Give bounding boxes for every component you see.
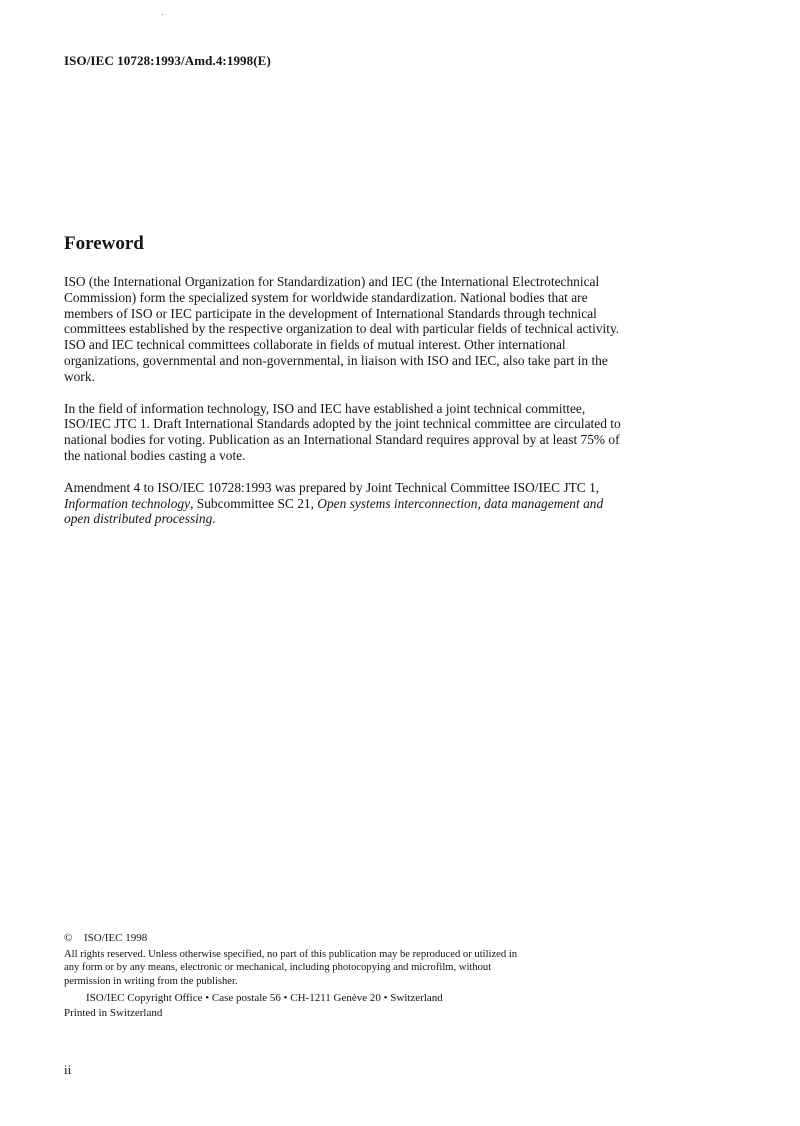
- foreword-paragraph-3: [64, 480, 624, 527]
- foreword-body: [64, 274, 624, 543]
- foreword-heading: Foreword: [64, 233, 144, 254]
- paragraph-3-text-1: Amendment 4 to ISO/IEC 10728:1993 was prepared by Joint Technical Committee ISO/IEC JTC 1,: [64, 479, 600, 495]
- foreword-paragraph-2: In the field of information technology, ISO and IEC have established a joint technical committee, ISO/IEC JTC 1. Draft International Standards adopted by the joint technical committee are circulated to national bodies for voting. Publication as an International Standard requires approval by at least 75% of the national bodies casting a vote.: [64, 400, 621, 463]
- page-number: ii: [64, 1062, 72, 1077]
- scan-speck: [162, 14, 163, 15]
- paragraph-3-italic-2: Open systems interconnection, data management and open distributed processing: [64, 495, 604, 527]
- paragraph-3-text-3: .: [212, 511, 216, 527]
- copyright-office-address: ISO/IEC Copyright Office • Case postale 56 • CH-1211 Genève 20 • Switzerland: [86, 991, 443, 1004]
- copyright-line: [64, 932, 524, 945]
- copyright-symbol: ©: [64, 932, 73, 944]
- paragraph-3-text-2: , Subcommittee SC 21,: [190, 495, 318, 511]
- foreword-paragraph-1: ISO (the International Organization for Standardization) and IEC (the International Electrotechnical Commission) form the specialized system for worldwide standardization. National bodies that are members of ISO or IEC participate in the development of International Standards through technical committees established by the respective organization to deal with particular fields of technical activity. ISO and IEC technical committees collaborate in fields of mutual interest. Other international organizations, governmental and non-governmental, in liaison with ISO and IEC, also take part in the work.: [64, 274, 620, 384]
- printed-location: Printed in Switzerland: [64, 1007, 163, 1020]
- copyright-block: [64, 932, 524, 1020]
- document-reference: ISO/IEC 10728:1993/Amd.4:1998(E): [64, 53, 271, 68]
- rights-statement: All rights reserved. Unless otherwise specified, no part of this publication may be reproduced or utilized in any form or by any means, electronic or mechanical, including photocopying and microfilm, without permission in writing from the publisher.: [64, 949, 518, 987]
- paragraph-3-italic-1: Information technology: [64, 495, 191, 511]
- copyright-owner: ISO/IEC 1998: [84, 932, 148, 944]
